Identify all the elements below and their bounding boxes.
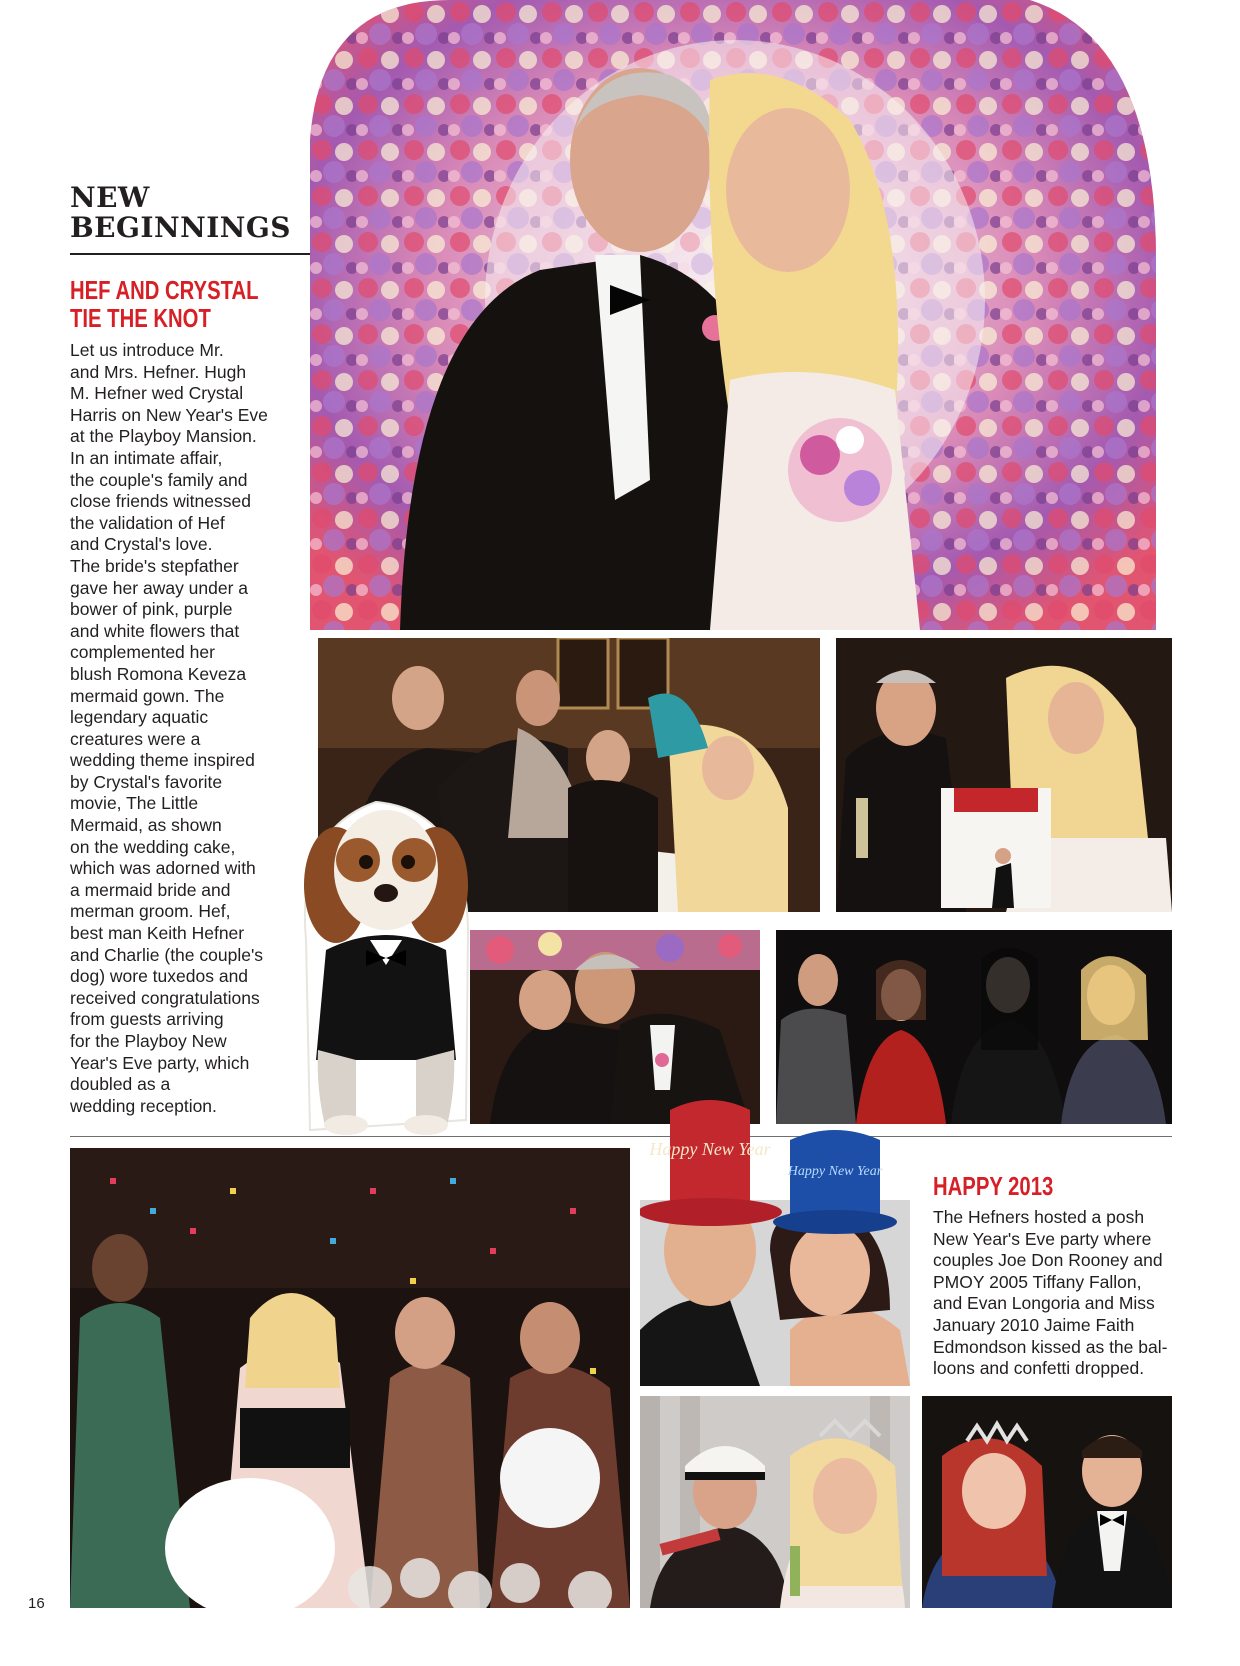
tiara-couple-photo [922, 1396, 1172, 1608]
blue-hat-text: Happy New Year [787, 1164, 883, 1179]
lead-headline-line-2: TIE THE KNOT [70, 303, 211, 333]
best-man-hug-photo [470, 930, 760, 1124]
section-rule [70, 253, 314, 255]
section-header [70, 183, 314, 255]
section-divider [70, 1136, 1172, 1137]
captain-hat-couple-photo [640, 1396, 910, 1608]
dog-in-tuxedo-cutout [296, 790, 476, 1138]
party-dance-floor-photo [70, 1148, 630, 1608]
section-title-line-2: BEGINNINGS [70, 211, 292, 244]
section-title-line-1: NEW [70, 181, 150, 214]
cake-photo [836, 638, 1172, 912]
guests-photo [776, 930, 1172, 1124]
side-headline: HAPPY 2013 [933, 1171, 1054, 1201]
lead-body-text: Let us introduce Mr. and Mrs. Hefner. Hugh M. Hefner wed Crystal Harris on New Year's Eve at the Playboy Mansion. In an intimate affair, the couple's family and close friends witnessed the validation of Hef and Crystal's love. The bride's stepfather gave her away under a bower of pink, purple and white flowers that complemented her blush Romona Keveza mermaid gown. The legendary aquatic creatures were a wedding theme inspired by Crystal's favorite movie, The Little Mermaid, as shown on the wedding cake, which was adorned with a mermaid bride and merman groom. Hef, best man Keith Hefner and Charlie (the couple's dog) wore tuxedos and received congratulations from guests arriving for the Playboy New Year's Eve party, which doubled as a wedding reception. [70, 340, 268, 1116]
side-headline-block [933, 1172, 1087, 1200]
page-number: 16 [28, 1595, 45, 1612]
new-year-hats-couple-photo [640, 1100, 910, 1386]
red-hat-text: Happy New Year [649, 1139, 771, 1159]
wedding-couple-photo [310, 0, 1156, 630]
side-body-text: The Hefners hosted a posh New Year's Eve party where couples Joe Don Rooney and PMOY 2005 Tiffany Fallon, and Evan Longoria and Miss January 2010 Jaime Faith Edmondson kissed as the bal- loons and confetti dropped. [933, 1207, 1168, 1379]
lead-headline-line-1: HEF AND CRYSTAL [70, 275, 259, 305]
lead-headline [70, 276, 312, 332]
